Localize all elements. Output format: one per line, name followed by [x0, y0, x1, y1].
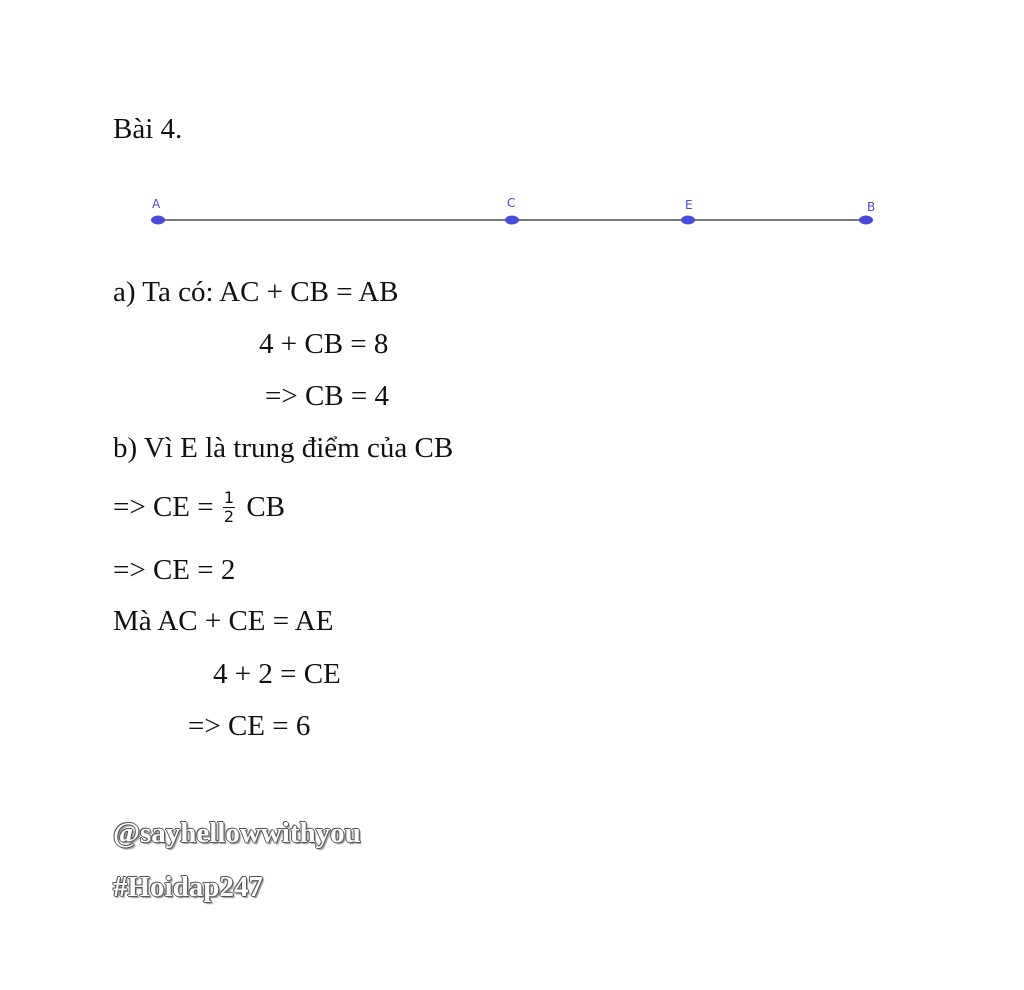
part-b-line-6: => CE = 6 — [188, 710, 311, 742]
point-a — [151, 216, 165, 225]
label-c: C — [507, 196, 516, 210]
part-b-line-2-prefix: => CE = — [113, 491, 214, 523]
label-e: E — [685, 198, 693, 212]
part-b-line-5: 4 + 2 = CE — [213, 658, 341, 690]
fraction-denominator: 2 — [223, 506, 235, 526]
signature-tag: #Hoidap247 — [113, 871, 263, 903]
signature-user: @sayhellowwithyou — [113, 817, 361, 849]
part-b-line-1: b) Vì E là trung điểm của CB — [113, 432, 454, 464]
exercise-title: Bài 4. — [113, 113, 183, 145]
part-b-line-2 — [113, 487, 285, 528]
fraction-numerator: 1 — [223, 487, 235, 507]
point-e — [681, 216, 695, 225]
segment-diagram — [140, 190, 890, 234]
label-a: A — [152, 197, 161, 211]
label-b: B — [867, 200, 876, 214]
part-a-line-3: => CB = 4 — [265, 380, 390, 412]
point-c — [505, 216, 519, 225]
fraction-one-half — [223, 489, 235, 526]
part-b-line-2-suffix: CB — [246, 491, 285, 523]
part-a-line-1: a) Ta có: AC + CB = AB — [113, 276, 399, 308]
point-b — [859, 216, 873, 225]
part-a-line-2: 4 + CB = 8 — [259, 328, 389, 360]
part-b-line-4: Mà AC + CE = AE — [113, 605, 334, 637]
part-b-line-3: => CE = 2 — [113, 554, 236, 586]
